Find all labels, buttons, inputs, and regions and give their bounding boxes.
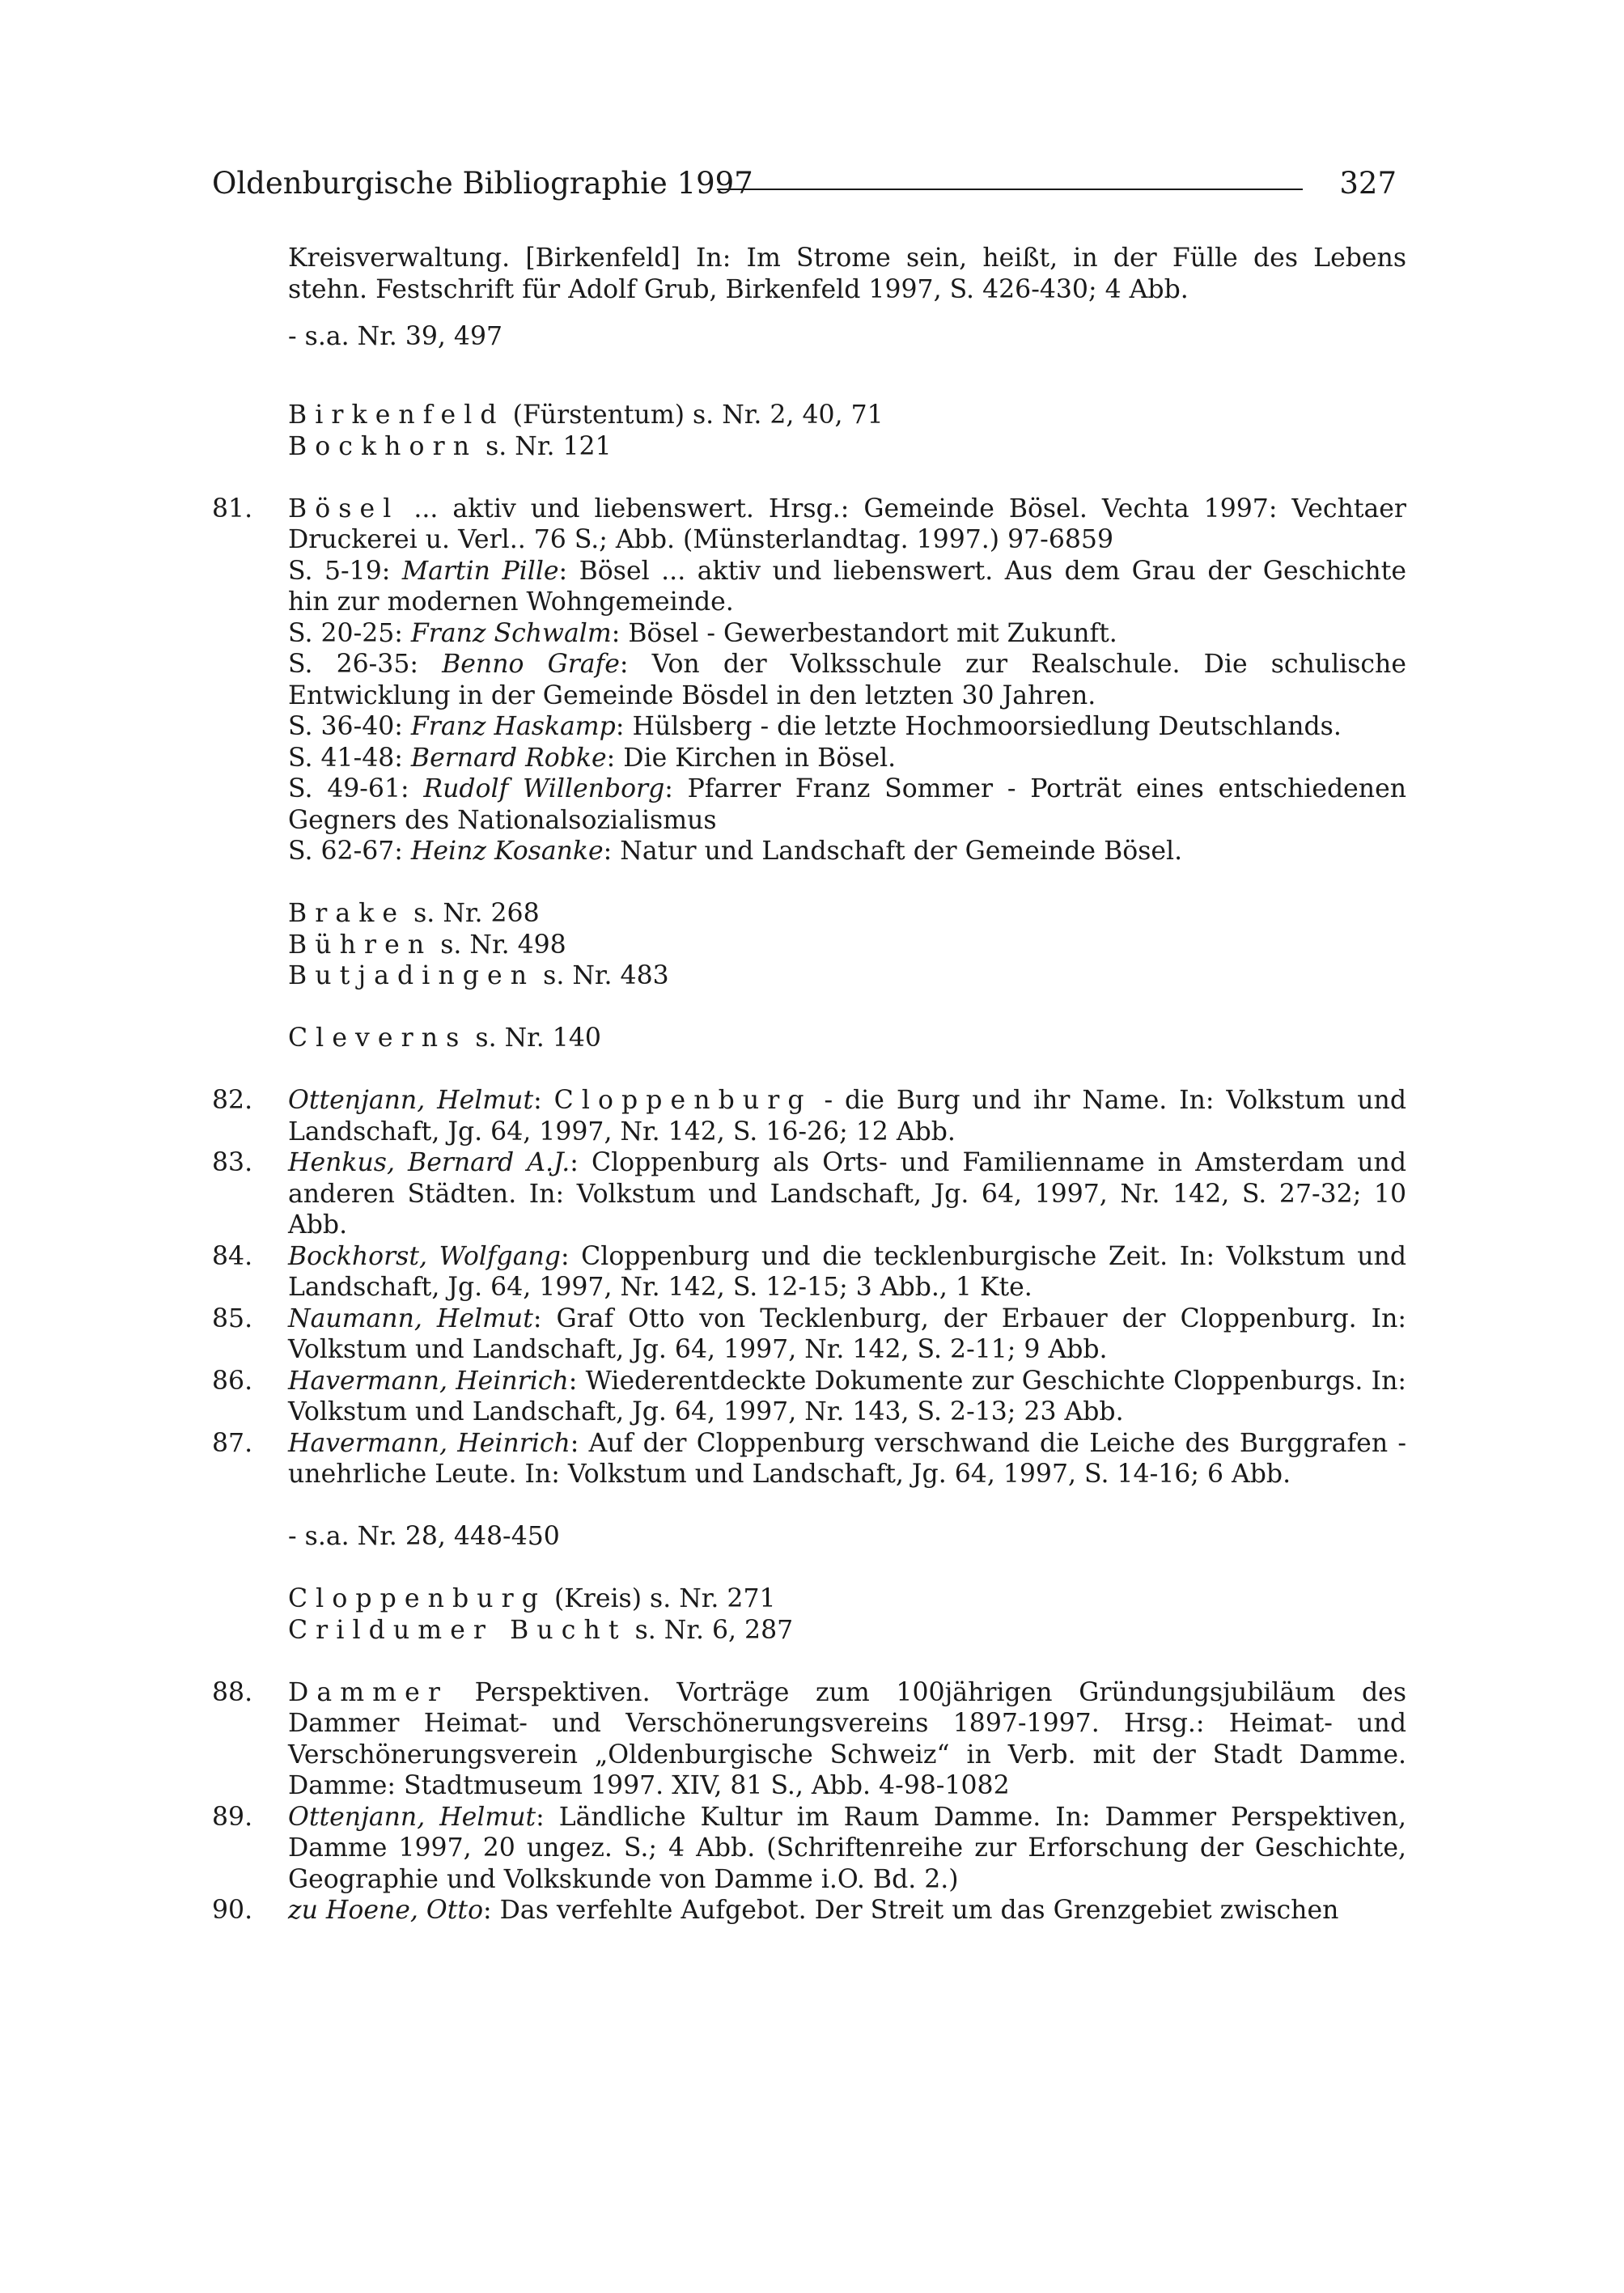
entry-author: Ottenjann, Helmut — [288, 1802, 536, 1832]
sub-entry: S. 49-61: Rudolf Willenborg: Pfarrer Franz Sommer - Porträt eines entschiedenen Gegners des Nationalsozialismus — [288, 774, 1406, 835]
entry-number: 81. — [212, 494, 253, 523]
see-also-text: - s.a. Nr. 39, 497 — [288, 322, 503, 351]
entry-86 — [212, 1366, 1406, 1428]
entry-number: 84. — [212, 1241, 253, 1271]
header-title: Oldenburgische Bibliographie 1997 — [212, 166, 753, 201]
entry-text: Ottenjann, Helmut: Ländliche Kultur im Raum Damme. In: Dammer Perspektiven, Damme 1997, 20 ungez. S.; 4 Abb. (Schriftenreihe zur Erforschung der Geschichte, Geographie und Volkskunde von Damme i.O. Bd. 2.) — [288, 1802, 1406, 1894]
sub-entry: S. 26-35: Benno Grafe: Von der Volksschule zur Realschule. Die schulische Entwicklung in der Gemeinde Bösdel in den letzten 30 Jahren. — [288, 650, 1406, 710]
entry-author: Henkus, Bernard A.J. — [288, 1148, 570, 1177]
entry-number: 85. — [212, 1303, 253, 1333]
entry-number: 83. — [212, 1148, 253, 1177]
xref-term: Butjadingen — [288, 961, 536, 990]
sub-author: Franz Haskamp — [410, 712, 616, 741]
entry-85 — [212, 1303, 1406, 1366]
xref-term: Bockhorn — [288, 431, 478, 461]
xref-term: Cleverns — [288, 1024, 468, 1053]
entry-keyword: Dammer — [288, 1677, 448, 1707]
sub-author: Bernard Robke — [410, 743, 607, 773]
entry-90 — [212, 1895, 1406, 1926]
xref-target: s. Nr. 140 — [467, 1024, 601, 1053]
entry-text: Bockhorst, Wolfgang: Cloppenburg und die tecklenburgische Zeit. In: Volkstum und Landschaft, Jg. 64, 1997, Nr. 142, S. 12-15; 3 Abb., 1 Kte. — [288, 1241, 1406, 1302]
entry-82 — [212, 1085, 1406, 1147]
xref-target: s. Nr. 121 — [477, 431, 612, 461]
xref-term: Cloppenburg — [288, 1584, 546, 1613]
entry-keyword: Bösel — [288, 494, 400, 523]
header-rule — [717, 189, 1303, 190]
entry-author: Naumann, Helmut — [288, 1303, 533, 1333]
entry-author: zu Hoene, Otto — [288, 1896, 484, 1925]
sub-author: Franz Schwalm — [410, 618, 612, 648]
entry-87 — [212, 1428, 1406, 1490]
cross-reference — [212, 960, 1406, 992]
cross-reference — [212, 1615, 1406, 1647]
sub-entry: S. 41-48: Bernard Robke: Die Kirchen in Bösel. — [288, 743, 897, 773]
cross-reference — [212, 431, 1406, 463]
xref-term: Crildumer Bucht — [288, 1615, 627, 1645]
entry-text: Havermann, Heinrich: Wiederentdeckte Dokumente zur Geschichte Cloppenburgs. In: Volkstum und Landschaft, Jg. 64, 1997, Nr. 143, S. 2-13; 23 Abb. — [288, 1366, 1406, 1426]
xref-target: s. Nr. 483 — [535, 961, 669, 990]
entry-number: 82. — [212, 1086, 253, 1115]
entry-text: Havermann, Heinrich: Auf der Cloppenburg verschwand die Leiche des Burggrafen - unehrliche Leute. In: Volkstum und Landschaft, Jg. 64, 1997, S. 14-16; 6 Abb. — [288, 1428, 1407, 1489]
entry-83 — [212, 1147, 1406, 1241]
xref-target: s. Nr. 6, 287 — [626, 1615, 794, 1645]
cross-reference — [212, 1023, 1406, 1054]
entry-text: zu Hoene, Otto: Das verfehlte Aufgebot. Der Streit um das Grenzgebiet zwischen — [288, 1896, 1339, 1925]
xref-term: Bühren — [288, 930, 433, 960]
entry-text: Bösel ... aktiv und liebenswert. Hrsg.: Gemeinde Bösel. Vechta 1997: Vechtaer Druckerei u. Verl.. 76 S.; Abb. (Münsterlandtag. 1997.) 97-6859 — [288, 494, 1406, 554]
entry-81 — [212, 494, 1406, 867]
xref-target: (Kreis) s. Nr. 271 — [545, 1584, 776, 1613]
entry-number: 88. — [212, 1677, 253, 1707]
entry-text: Dammer Perspektiven. Vorträge zum 100jährigen Gründungsjubiläum des Dammer Heimat- und Verschönerungsvereins 1897-1997. Hrsg.: Heimat- und Verschönerungsverein „Oldenburgische Schweiz“ in Verb. mit der Stadt Damme. Damme: Stadtmuseum 1997. XIV, 81 S., Abb. 4-98-1082 — [288, 1677, 1406, 1800]
entry-author: Bockhorst, Wolfgang — [288, 1241, 561, 1271]
sub-entry: S. 20-25: Franz Schwalm: Bösel - Gewerbestandort mit Zukunft. — [288, 618, 1117, 648]
xref-term: Brake — [288, 899, 406, 928]
entry-author: Ottenjann, Helmut — [288, 1086, 534, 1115]
page-number: 327 — [1339, 166, 1397, 201]
bibliography-body — [212, 243, 1406, 1926]
entry-number: 86. — [212, 1366, 253, 1396]
entry-88 — [212, 1677, 1406, 1802]
entry-text: Henkus, Bernard A.J.: Cloppenburg als Orts- und Familienname in Amsterdam und anderen Städten. In: Volkstum und Landschaft, Jg. 64, 1997, Nr. 142, S. 27-32; 10 Abb. — [288, 1148, 1406, 1240]
sub-entry: S. 5-19: Martin Pille: Bösel ... aktiv und liebenswert. Aus dem Grau der Geschichte hin zur modernen Wohngemeinde. — [288, 556, 1406, 617]
entry-author: Havermann, Heinrich — [288, 1428, 570, 1458]
sub-entry: S. 62-67: Heinz Kosanke: Natur und Landschaft der Gemeinde Bösel. — [288, 837, 1183, 866]
cross-reference — [212, 1583, 1406, 1615]
sub-entry: S. 36-40: Franz Haskamp: Hülsberg - die letzte Hochmoorsiedlung Deutschlands. — [288, 712, 1342, 741]
running-header — [212, 166, 1405, 206]
cross-reference — [212, 930, 1406, 961]
entry-keyword: Cloppenburg — [553, 1086, 812, 1115]
sub-author: Heinz Kosanke — [410, 837, 604, 866]
entry-number: 87. — [212, 1428, 253, 1458]
sub-author: Martin Pille — [401, 556, 559, 586]
see-also — [212, 321, 1406, 353]
xref-target: (Fürstentum) s. Nr. 2, 40, 71 — [504, 401, 884, 430]
sub-author: Benno Grafe — [442, 650, 620, 679]
xref-target: s. Nr. 498 — [432, 930, 566, 960]
continued-entry — [212, 243, 1406, 305]
continued-entry-text: Kreisverwaltung. [Birkenfeld] In: Im Strome sein, heißt, in der Fülle des Lebens stehn. Festschrift für Adolf Grub, Birkenfeld 1997, S. 426-430; 4 Abb. — [288, 244, 1406, 304]
cross-reference — [212, 898, 1406, 930]
entry-text: Naumann, Helmut: Graf Otto von Tecklenburg, der Erbauer der Cloppenburg. In: Volkstum und Landschaft, Jg. 64, 1997, Nr. 142, S. 2-11; 9 Abb. — [288, 1303, 1406, 1364]
xref-target: s. Nr. 268 — [405, 899, 540, 928]
entry-number: 90. — [212, 1896, 253, 1925]
sub-author: Rudolf Willenborg — [423, 774, 665, 803]
entry-89 — [212, 1802, 1406, 1896]
entry-author: Havermann, Heinrich — [288, 1366, 569, 1396]
entry-number: 89. — [212, 1802, 253, 1832]
xref-term: Birkenfeld — [288, 401, 505, 430]
see-also — [212, 1521, 1406, 1553]
cross-reference — [212, 400, 1406, 431]
entry-text: Ottenjann, Helmut: Cloppenburg - die Burg und ihr Name. In: Volkstum und Landschaft, Jg. 64, 1997, Nr. 142, S. 16-26; 12 Abb. — [288, 1086, 1406, 1146]
entry-84 — [212, 1241, 1406, 1303]
see-also-text: - s.a. Nr. 28, 448-450 — [288, 1522, 560, 1551]
